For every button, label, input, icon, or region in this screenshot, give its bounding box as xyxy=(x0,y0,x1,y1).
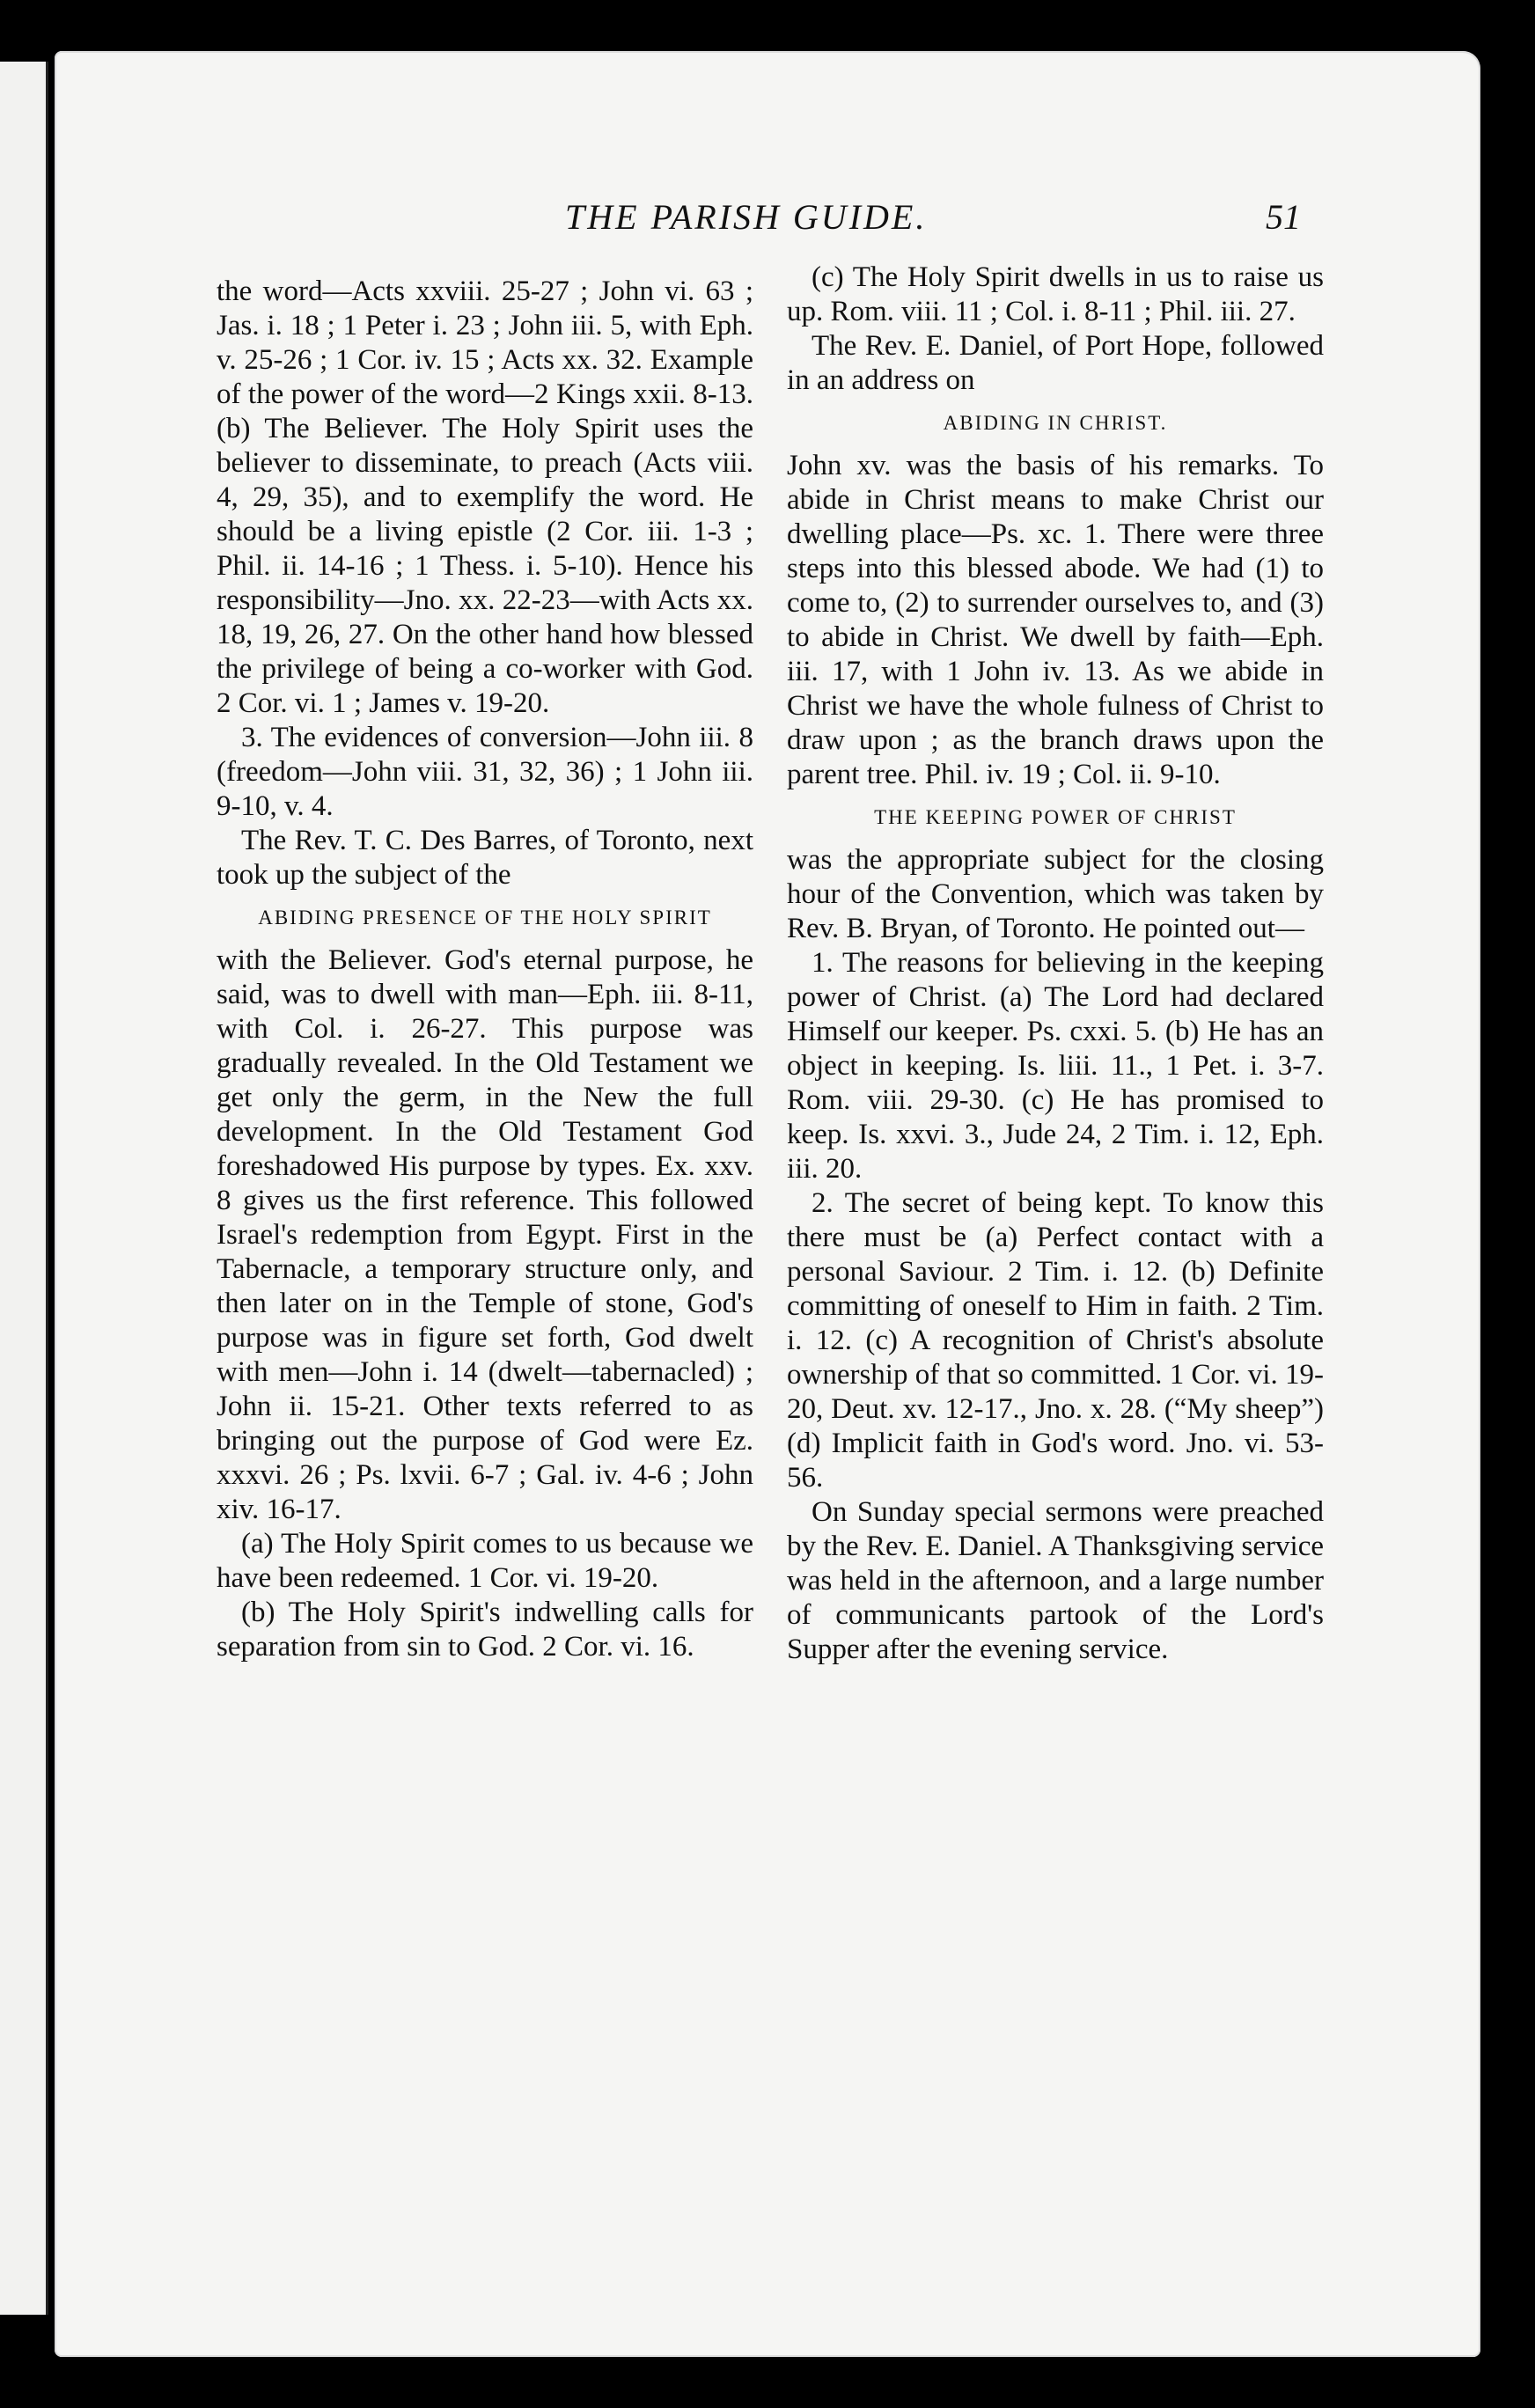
paragraph: 1. The reasons for believing in the keeping power of Christ. (a) The Lord had declared Himself our keeper. Ps. cxxi. 5. (b) He has an object in keeping. Is. liii. 11., 1 Pet. i. 3-7. Rom. viii. 29-30. (c) He has promised to keep. Is. xxvi. 3., Jude 24, 2 Tim. i. 12, Eph. iii. 20. xyxy=(787,947,1324,1185)
paragraph: On Sunday special sermons were preached by the Rev. E. Daniel. A Thanksgiving service was held in the afternoon, and a large number of communicants partook of the Lord's Supper after the evening service. xyxy=(787,1496,1324,1665)
paragraph: 3. The evidences of conversion—John iii. 8 (freedom—John viii. 31, 32, 36) ; 1 John iii. 9-10, v. 4. xyxy=(217,722,753,822)
paragraph: The Rev. E. Daniel, of Port Hope, followed in an address on xyxy=(787,330,1324,396)
left-column xyxy=(217,275,753,1664)
adjacent-page-edge xyxy=(0,62,48,2315)
paragraph: (c) The Holy Spirit dwells in us to raise us up. Rom. viii. 11 ; Col. i. 8-11 ; Phil. iii. 27. xyxy=(787,261,1324,327)
paragraph: 2. The secret of being kept. To know this there must be (a) Perfect contact with a personal Saviour. 2 Tim. i. 12. (b) Definite committing of oneself to Him in faith. 2 Tim. i. 12. (c) A recognition of Christ's absolute ownership of that so committed. 1 Cor. vi. 19-20, Deut. xv. 12-17., Jno. x. 28. (“My sheep”) (d) Implicit faith in God's word. Jno. vi. 53-56. xyxy=(787,1187,1324,1494)
section-heading: ABIDING IN CHRIST. xyxy=(943,412,1168,434)
running-title: THE PARISH GUIDE. xyxy=(565,197,928,237)
paragraph: with the Believer. God's eternal purpose, he said, was to dwell with man—Eph. iii. 8-11, with Col. i. 26-27. This purpose was gradually revealed. In the Old Testament we get only the germ, in the New the full development. In the Old Testament God foreshadowed His purpose by types. Ex. xxv. 8 gives us the first reference. This followed Israel's redemption from Egypt. First in the Tabernacle, a temporary structure only, and then later on in the Temple of stone, God's purpose was in figure set forth, God dwelt with men—John i. 14 (dwelt—tabernacled) ; John ii. 15-21. Other texts referred to as bringing out the purpose of God were Ez. xxxvi. 26 ; Ps. lxvii. 6-7 ; Gal. iv. 4-6 ; John xiv. 16-17. xyxy=(217,944,753,1525)
paragraph: was the appropriate subject for the closing hour of the Convention, which was taken by Rev. B. Bryan, of Toronto. He pointed out— xyxy=(787,844,1324,944)
book-page xyxy=(55,51,1480,2357)
section-heading: THE KEEPING POWER OF CHRIST xyxy=(874,806,1237,828)
running-head xyxy=(55,196,1410,258)
paragraph: (a) The Holy Spirit comes to us because we have been redeemed. 1 Cor. vi. 19-20. xyxy=(217,1528,753,1594)
paragraph: The Rev. T. C. Des Barres, of Toronto, next took up the subject of the xyxy=(217,825,753,891)
page-number: 51 xyxy=(1266,197,1301,237)
paragraph: the word—Acts xxviii. 25-27 ; John vi. 63 ; Jas. i. 18 ; 1 Peter i. 23 ; John iii. 5, with Eph. v. 25-26 ; 1 Cor. iv. 15 ; Acts xx. 32. Example of the power of the word—2 Kings xxii. 8-13. (b) The Believer. The Holy Spirit uses the believer to disseminate, to preach (Acts viii. 4, 29, 35), and to exemplify the word. He should be a living epistle (2 Cor. iii. 1-3 ; Phil. ii. 14-16 ; 1 Thess. i. 5-10). Hence his responsibility—Jno. xx. 22-23—with Acts xx. 18, 19, 26, 27. On the other hand how blessed the privilege of being a co-worker with God. 2 Cor. vi. 1 ; James v. 19-20. xyxy=(217,275,753,719)
paragraph: (b) The Holy Spirit's indwelling calls for separation from sin to God. 2 Cor. vi. 16. xyxy=(217,1597,753,1663)
right-column xyxy=(787,261,1324,1667)
paragraph: John xv. was the basis of his remarks. To abide in Christ means to make Christ our dwelling place—Ps. xc. 1. There were three steps into this blessed abode. We had (1) to come to, (2) to surrender ourselves to, and (3) to abide in Christ. We dwell by faith—Eph. iii. 17, with 1 John iv. 13. As we abide in Christ we have the whole fulness of Christ to draw upon ; as the branch draws upon the parent tree. Phil. iv. 19 ; Col. ii. 9-10. xyxy=(787,450,1324,790)
section-heading: ABIDING PRESENCE OF THE HOLY SPIRIT xyxy=(258,907,712,929)
